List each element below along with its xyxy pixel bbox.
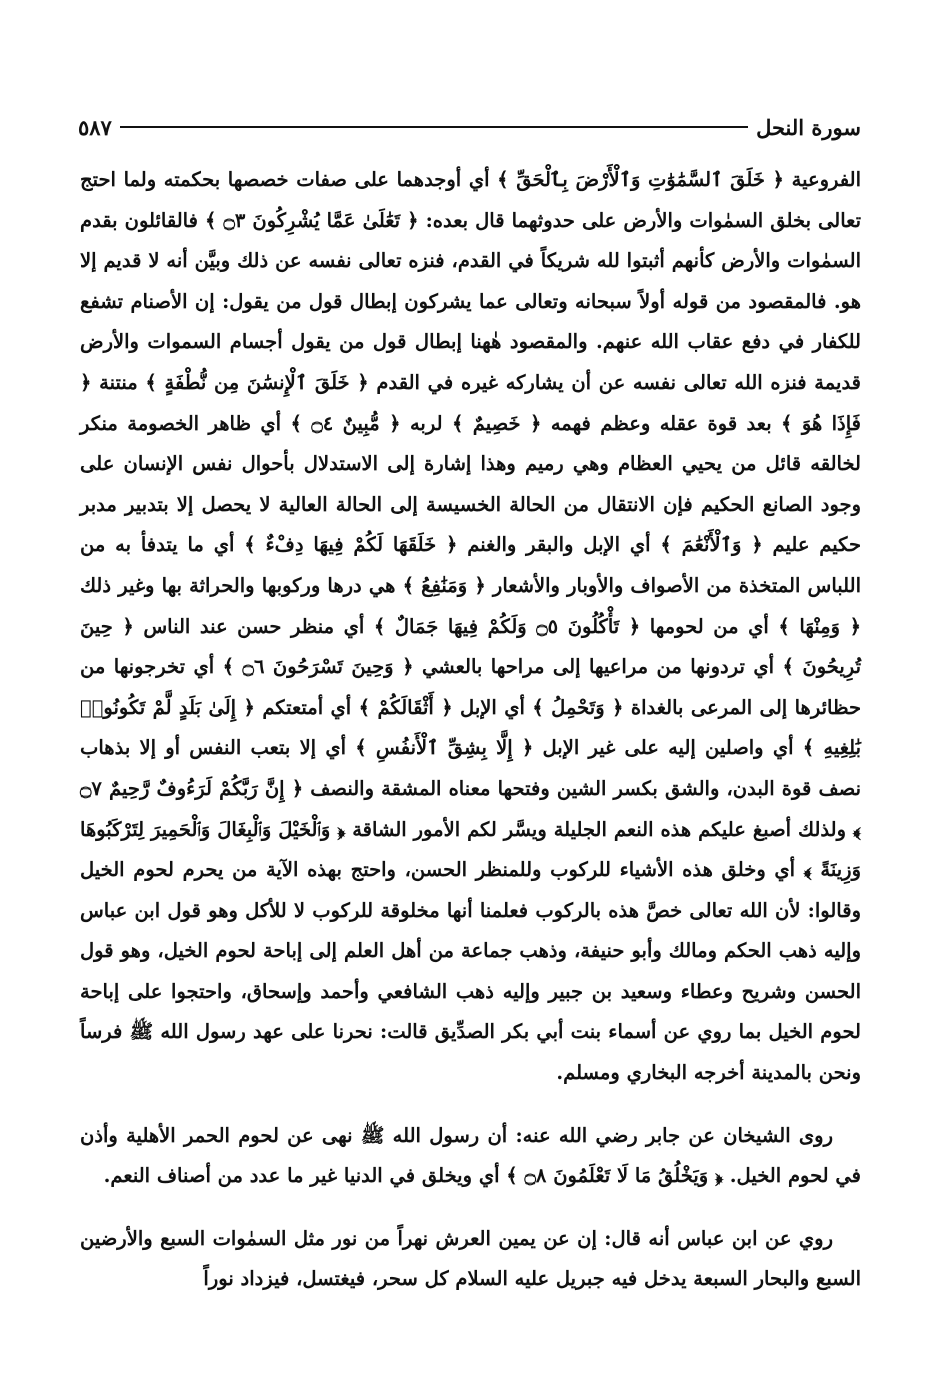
surah-title: سورة النحل [756, 114, 861, 140]
paragraph-commentary [80, 160, 861, 1094]
paragraph-hadith [80, 1116, 861, 1197]
paragraph-text: روى الشيخان عن جابر رضي الله عنه: أن رسول الله ﷺ نهى عن لحوم الحمر الأهلية وأذن في لحوم الخيل. ﴿ وَيَخْلُقُ مَا لَا تَعْلَمُونَ ۝٨ ﴾ أي ويخلق في الدنيا غير ما عدد من أصناف النعم. [80, 1123, 861, 1188]
header-rule [120, 126, 748, 128]
page-header [78, 112, 861, 142]
paragraph-text: روي عن ابن عباس أنه قال: إن عن يمين العرش نهراً من نور مثل السمٰوات السبع والأرضين السبع والبحار السبعة يدخل فيه جبريل عليه السلام كل سحر، فيغتسل، فيزداد نوراً [80, 1226, 861, 1291]
paragraph-text: الفروعية ﴿ خَلَقَ ٱلسَّمَٰوَٰتِ وَٱلْأَرْضَ بِٱلْحَقِّ ﴾ أي أوجدهما على صفات خصصها بحكمته ولما احتج تعالى بخلق السمٰوات والأرض على حدوثهما قال بعده: ﴿ تَعَٰلَىٰ عَمَّا يُشْرِكُونَ ۝٣ ﴾ فالقائلون بقدم السمٰوات والأرض كأنهم أثبتوا لله شريكاً في القدم، فنزه تعالى نفسه عن ذلك وبيَّن أنه لا قديم إلا هو. فالمقصود من قوله أولاً سبحانه وتعالى عما يشركون إبطال قول من يقول: إن الأصنام تشفع للكفار في دفع عقاب الله عنهم. والمقصود هٰهنا إبطال قول من يقول أجسام السموات والأرض قديمة فنزه الله تعالى نفسه عن أن يشاركه غيره في القدم ﴿ خَلَقَ ٱلْإِنسَٰنَ مِن نُّطْفَةٍ ﴾ منتنة ﴿ فَإِذَا هُوَ ﴾ بعد قوة عقله وعظم فهمه ﴿ خَصِيمٌ ﴾ لربه ﴿ مُّبِينٌ ۝٤ ﴾ أي ظاهر الخصومة منكر لخالقه قائل من يحيي العظام وهي رميم وهذا إشارة إلى الاستدلال بأحوال نفس الإنسان على وجود الصانع الحكيم فإن الانتقال من الحالة الخسيسة إلى الحالة العالية لا يحصل إلا بتدبير مدبر حكيم عليم ﴿ وَٱلْأَنْعَٰمَ ﴾ أي الإبل والبقر والغنم ﴿ خَلَقَهَا لَكُمْ فِيهَا دِفْءٌ ﴾ أي ما يتدفأ به من اللباس المتخذة من الأصواف والأوبار والأشعار ﴿ وَمَنَٰفِعُ ﴾ هي درها وركوبها والحراثة بها وغير ذلك ﴿ وَمِنْهَا ﴾ أي من لحومها ﴿ تَأْكُلُونَ ۝٥ وَلَكُمْ فِيهَا جَمَالٌ ﴾ أي منظر حسن عند الناس ﴿ حِينَ تُرِيحُونَ ﴾ أي تردونها من مراعيها إلى مراحها بالعشي ﴿ وَحِينَ تَسْرَحُونَ ۝٦ ﴾ أي تخرجونها من حظائرها إلى المرعى بالغداة ﴿ وَتَحْمِلُ ﴾ أي الإبل ﴿ أَثْقَالَكُمْ ﴾ أي أمتعتكم ﴿ إِلَىٰ بَلَدٍ لَّمْ تَكُونُوا۟ بَٰلِغِيهِ ﴾ أي واصلين إليه على غير الإبل ﴿ إِلَّا بِشِقِّ ٱلْأَنفُسِ ﴾ أي إلا بتعب النفس أو إلا بذهاب نصف قوة البدن، والشق بكسر الشين وفتحها معناه المشقة والنصف ﴿ إِنَّ رَبَّكُمْ لَرَءُوفٌ رَّحِيمٌ ۝٧ ﴾ ولذلك أصبغ عليكم هذه النعم الجليلة ويسَّر لكم الأمور الشاقة ﴿ وَٱلْخَيْلَ وَٱلْبِغَالَ وَٱلْحَمِيرَ لِتَرْكَبُوهَا وَزِينَةً ﴾ أي وخلق هذه الأشياء للركوب وللمنظر الحسن، واحتج بهذه الآية من يحرم لحوم الخيل وقالوا: لأن الله تعالى خصَّ هذه بالركوب فعلمنا أنها مخلوقة للركوب لا للأكل وهو قول ابن عباس وإليه ذهب الحكم ومالك وأبو حنيفة، وذهب جماعة من أهل العلم إلى إباحة لحوم الخيل، وهو قول الحسن وشريح وعطاء وسعيد بن جبير وإليه ذهب الشافعي وأحمد وإسحاق، واحتجوا على إباحة لحوم الخيل بما روي عن أسماء بنت أبي بكر الصدِّيق قالت: نحرنا على عهد رسول الله ﷺ فرساً ونحن بالمدينة أخرجه البخاري ومسلم. [80, 168, 862, 1085]
page-body [80, 160, 861, 1300]
page-number: ٥٨٧ [78, 114, 112, 140]
paragraph-narration [80, 1219, 861, 1300]
